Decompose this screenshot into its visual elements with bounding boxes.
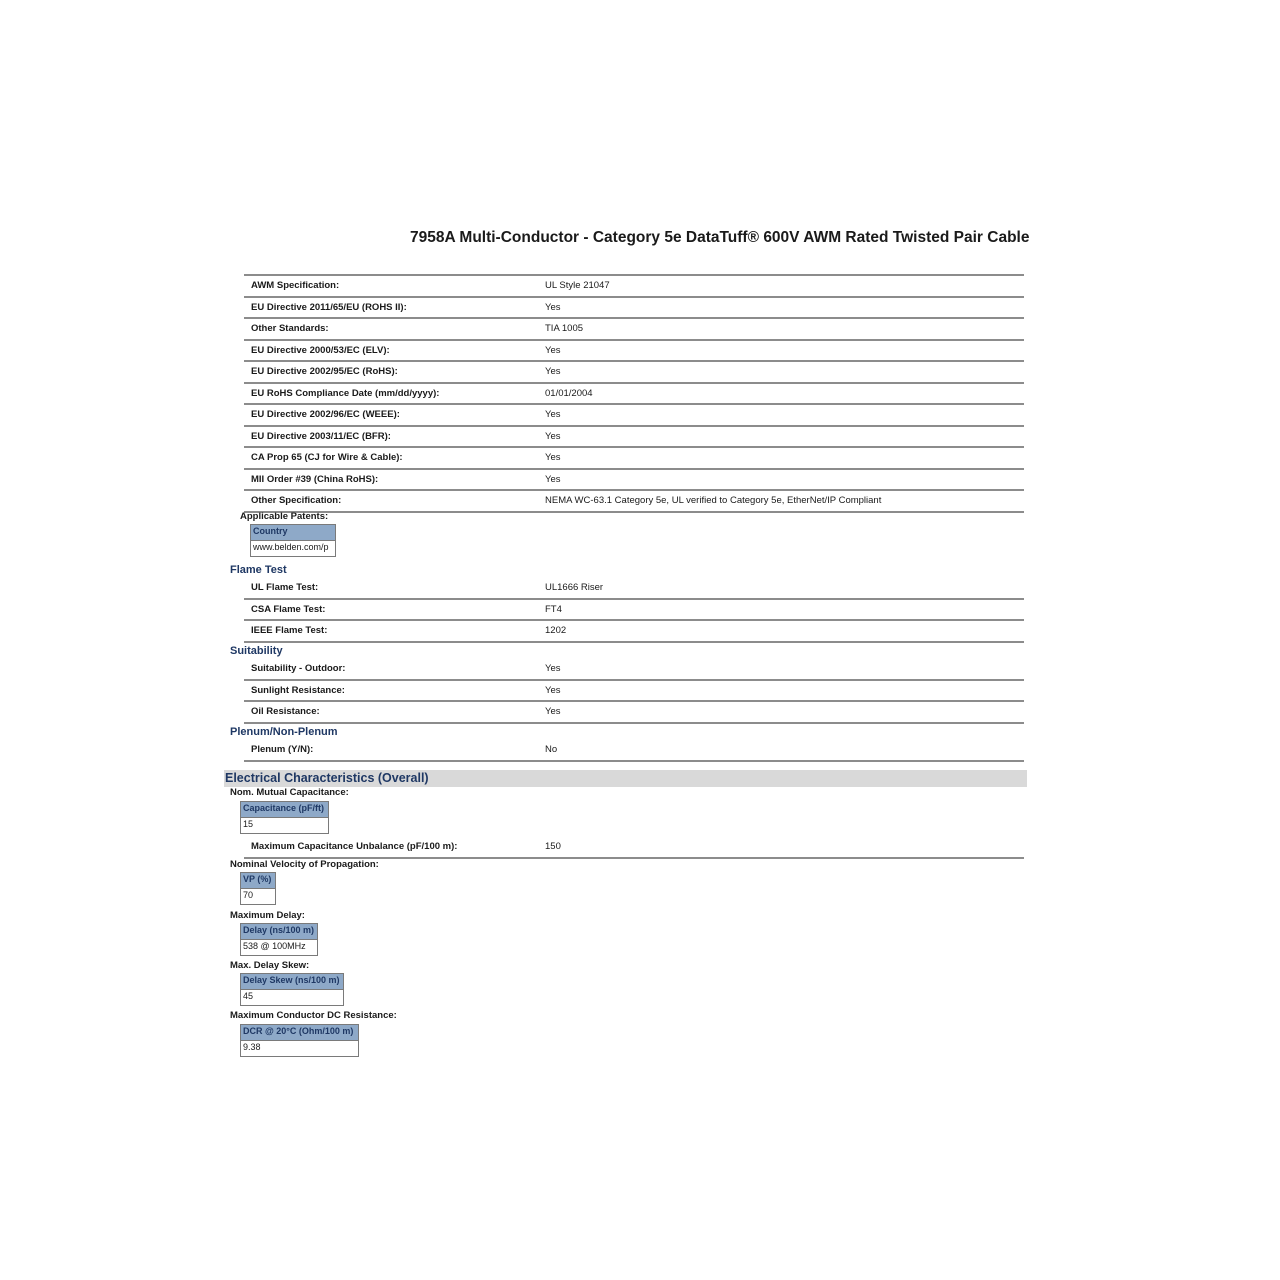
velocity-label: Nominal Velocity of Propagation: xyxy=(230,859,379,870)
table-row xyxy=(244,276,1024,298)
delay-header: Delay (ns/100 m) xyxy=(241,924,317,940)
row-label: EU Directive 2002/96/EC (WEEE): xyxy=(251,409,400,420)
row-value: FT4 xyxy=(545,603,562,615)
table-row xyxy=(244,384,1024,406)
table-row xyxy=(244,362,1024,384)
capacitance-label: Nom. Mutual Capacitance: xyxy=(230,787,349,798)
row-value: Yes xyxy=(545,684,561,696)
document-title: 7958A Multi-Conductor - Category 5e DataTuff® 600V AWM Rated Twisted Pair Cable xyxy=(410,229,1030,246)
table-row xyxy=(244,491,1024,513)
row-value: No xyxy=(545,744,558,755)
capacitance-value: 15 xyxy=(241,818,328,833)
table-row xyxy=(244,427,1024,449)
dcr-label: Maximum Conductor DC Resistance: xyxy=(230,1010,397,1021)
row-value: Yes xyxy=(545,366,561,377)
skew-table xyxy=(240,973,344,1006)
table-row xyxy=(244,837,1024,859)
row-value: TIA 1005 xyxy=(545,323,584,334)
row-value: 150 xyxy=(545,841,561,852)
row-value: Yes xyxy=(545,452,561,463)
row-value: 01/01/2004 xyxy=(545,387,593,399)
row-label: EU Directive 2000/53/EC (ELV): xyxy=(251,344,390,356)
row-value: UL Style 21047 xyxy=(545,280,610,291)
delay-table xyxy=(240,923,318,956)
patents-link[interactable]: www.belden.com/p xyxy=(251,541,335,556)
row-label: Maximum Capacitance Unbalance (pF/100 m): xyxy=(251,841,458,852)
electrical-heading-band xyxy=(224,770,1027,787)
flame-test-heading: Flame Test xyxy=(230,564,287,576)
row-value: Yes xyxy=(545,301,561,313)
plenum-table xyxy=(244,740,1024,762)
table-row xyxy=(244,405,1024,427)
standards-table xyxy=(244,274,1024,513)
row-label: MII Order #39 (China RoHS): xyxy=(251,473,379,485)
row-label: Plenum (Y/N): xyxy=(251,744,314,755)
row-value: Yes xyxy=(545,663,561,674)
table-row xyxy=(244,740,1024,762)
dcr-value: 9.38 xyxy=(241,1041,358,1056)
patents-table xyxy=(250,524,336,557)
row-label: UL Flame Test: xyxy=(251,582,319,593)
row-label: Suitability - Outdoor: xyxy=(251,663,346,674)
electrical-heading: Electrical Characteristics (Overall) xyxy=(225,771,429,785)
capacitance-table xyxy=(240,801,329,834)
skew-header: Delay Skew (ns/100 m) xyxy=(241,974,343,990)
table-row xyxy=(244,681,1024,703)
skew-value: 45 xyxy=(241,990,343,1005)
delay-value: 538 @ 100MHz xyxy=(241,940,317,955)
table-row xyxy=(244,578,1024,600)
row-value: Yes xyxy=(545,344,561,356)
table-row xyxy=(244,621,1024,643)
flame-test-table xyxy=(244,578,1024,643)
skew-label: Max. Delay Skew: xyxy=(230,960,310,971)
table-row xyxy=(244,341,1024,363)
row-value: Yes xyxy=(545,409,561,420)
row-value: Yes xyxy=(545,706,561,717)
capacitance-header: Capacitance (pF/ft) xyxy=(241,802,328,818)
row-label: CSA Flame Test: xyxy=(251,603,326,615)
suitability-table xyxy=(244,659,1024,724)
row-value: UL1666 Riser xyxy=(545,582,604,593)
table-row xyxy=(244,448,1024,470)
row-label: EU Directive 2003/11/EC (BFR): xyxy=(251,430,391,442)
suitability-heading: Suitability xyxy=(230,645,283,657)
row-value: Yes xyxy=(545,473,561,485)
row-label: EU Directive 2011/65/EU (ROHS II): xyxy=(251,301,407,313)
row-label: Sunlight Resistance: xyxy=(251,684,345,696)
row-value: Yes xyxy=(545,430,561,442)
dcr-header: DCR @ 20°C (Ohm/100 m) xyxy=(241,1025,358,1041)
row-label: Other Specification: xyxy=(251,495,342,506)
row-label: AWM Specification: xyxy=(251,280,340,291)
table-row xyxy=(244,319,1024,341)
table-row xyxy=(244,702,1024,724)
velocity-header: VP (%) xyxy=(241,873,275,889)
row-value: NEMA WC-63.1 Category 5e, UL verified to Category 5e, EtherNet/IP Compliant xyxy=(545,495,882,506)
row-label: IEEE Flame Test: xyxy=(251,625,328,636)
table-row xyxy=(244,298,1024,320)
patents-label: Applicable Patents: xyxy=(240,511,329,522)
row-label: EU Directive 2002/95/EC (RoHS): xyxy=(251,366,398,377)
dcr-table xyxy=(240,1024,359,1057)
row-label: CA Prop 65 (CJ for Wire & Cable): xyxy=(251,452,403,463)
delay-label: Maximum Delay: xyxy=(230,910,305,921)
row-value: 1202 xyxy=(545,625,567,636)
table-row xyxy=(244,659,1024,681)
table-row xyxy=(244,600,1024,622)
unbalance-table xyxy=(244,837,1024,859)
row-label: Oil Resistance: xyxy=(251,706,320,717)
velocity-value: 70 xyxy=(241,889,275,904)
velocity-table xyxy=(240,872,276,905)
patents-header: Country xyxy=(251,525,335,541)
row-label: EU RoHS Compliance Date (mm/dd/yyyy): xyxy=(251,387,440,399)
row-label: Other Standards: xyxy=(251,323,329,334)
plenum-heading: Plenum/Non-Plenum xyxy=(230,726,338,738)
table-row xyxy=(244,470,1024,492)
